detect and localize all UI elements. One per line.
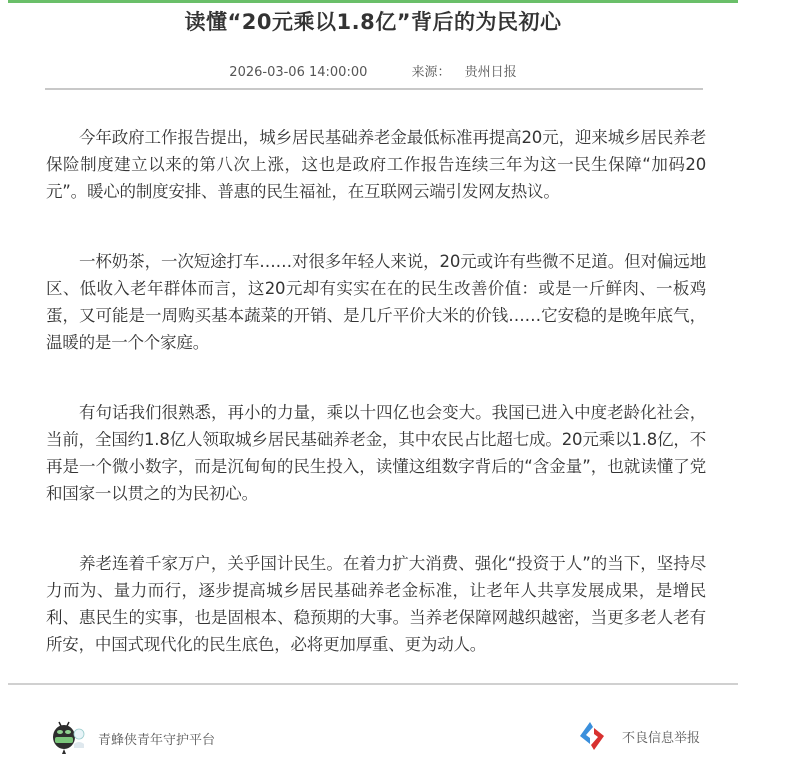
paragraph: 今年政府工作报告提出，城乡居民基础养老金最低标准再提高20元，迎来城乡居民养老保险制度建立以来的第八次上涨，这也是政府工作报告连续三年为这一民生保障“加码20元”。暖心的制度安排、普惠的民生福祉，在互联网云端引发网友热议。 [46, 128, 706, 201]
article-title: 读懂“20元乘以1.8亿”背后的为民初心 [184, 10, 562, 34]
report-shield-icon [576, 720, 608, 752]
footer-divider [8, 683, 738, 685]
report-link[interactable] [576, 720, 700, 752]
paragraph: 有句话我们很熟悉，再小的力量，乘以十四亿也会变大。我国已进入中度老龄化社会，当前，全国约1.8亿人领取城乡居民基础养老金，其中农民占比超七成。20元乘以1.8亿，不再是一个微小数字，而是沉甸甸的民生投入，读懂这组数字背后的“含金量”，也就读懂了党和国家一以贯之的为民初心。 [46, 403, 706, 503]
bee-mascot-icon [50, 720, 88, 756]
source-label: 来源： [411, 65, 451, 80]
paragraph: 一杯奶茶，一次短途打车……对很多年轻人来说，20元或许有些微不足道。但对偏远地区、低收入老年群体而言，这20元却有实实在在的民生改善价值：或是一斤鲜肉、一板鸡蛋，又可能是一周购买基本蔬菜的开销、是几斤平价大米的价钱……它安稳的是晚年底气，温暖的是一个个家庭。 [46, 252, 706, 352]
youth-protection-label: 青蜂侠青年守护平台 [98, 732, 216, 748]
publish-date: 2026-03-06 14:00:00 [229, 65, 368, 80]
source-name: 贵州日报 [464, 65, 517, 80]
article-body [46, 124, 706, 701]
paragraph: 养老连着千家万户，关乎国计民生。在着力扩大消费、强化“投资于人”的当下，坚持尽力而为、量力而行，逐步提高城乡居民基础养老金标准，让老年人共享发展成果，是增民利、惠民生的实事，也是固根本、稳预期的大事。当养老保障网越织越密，当更多老人老有所安，中国式现代化的民生底色，必将更加厚重、更为动人。 [46, 554, 706, 654]
meta-divider [45, 88, 703, 90]
article-meta [0, 64, 746, 82]
youth-protection-link[interactable] [50, 720, 215, 756]
top-accent-bar [8, 0, 738, 3]
report-label: 不良信息举报 [622, 730, 701, 746]
